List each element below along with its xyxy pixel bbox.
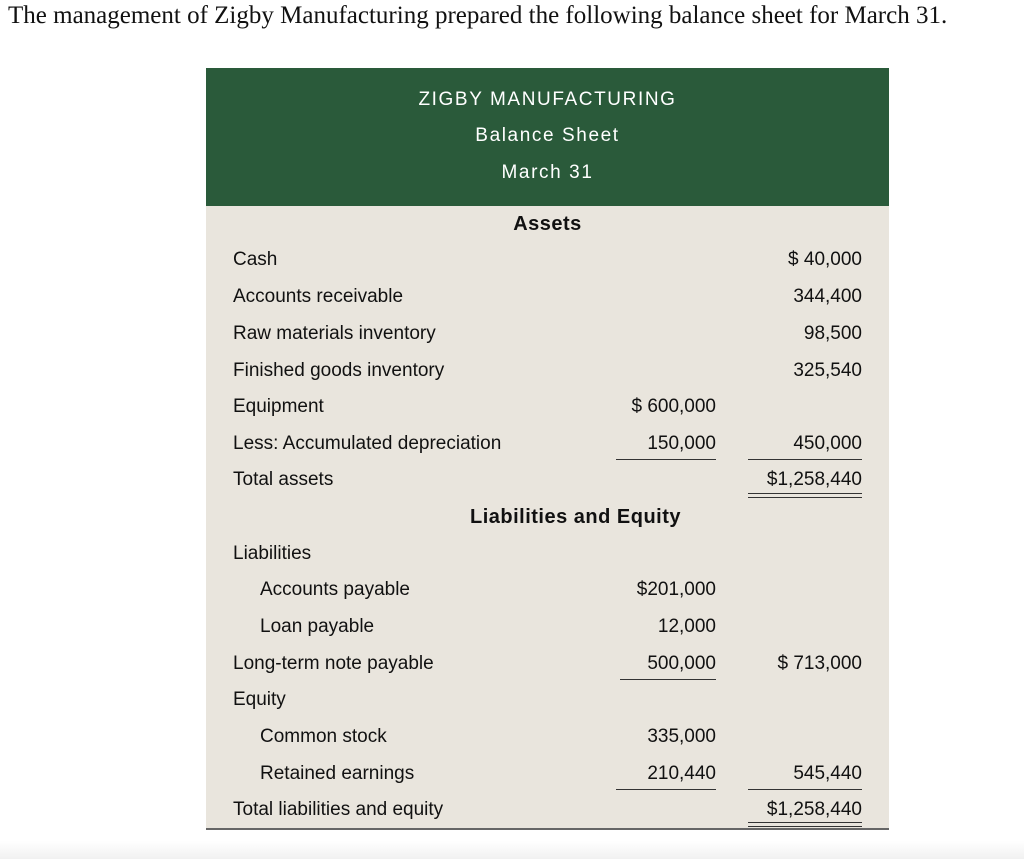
accum-depr-label: Less: Accumulated depreciation xyxy=(233,433,502,454)
raw-materials-value: 98,500 xyxy=(803,323,862,344)
loan-payable-label: Loan payable xyxy=(260,616,375,637)
total-le-label: Total liabilities and equity xyxy=(233,799,444,820)
double-underline xyxy=(748,822,862,827)
lt-note-label: Long-term note payable xyxy=(233,653,434,674)
equipment-value: $ 600,000 xyxy=(631,396,716,417)
common-stock-value: 335,000 xyxy=(647,726,716,747)
company-name: ZIGBY MANUFACTURING xyxy=(418,89,677,110)
equity-label: Equity xyxy=(233,689,286,710)
statement-title: Balance Sheet xyxy=(475,125,620,146)
subtotal-rule xyxy=(748,459,862,460)
assets-heading: Assets xyxy=(513,213,582,235)
total-liabilities-value: $ 713,000 xyxy=(777,653,862,674)
loan-payable-value: 12,000 xyxy=(657,616,716,637)
page-bottom-shadow xyxy=(0,841,1024,859)
total-equity-value: 545,440 xyxy=(793,763,862,784)
ar-value: 344,400 xyxy=(793,286,862,307)
double-underline xyxy=(748,493,862,498)
statement-date: March 31 xyxy=(501,162,594,183)
accum-depr-value: 150,000 xyxy=(647,433,716,454)
cash-value: $ 40,000 xyxy=(788,249,862,270)
sheet-bottom-border xyxy=(206,828,889,830)
common-stock-label: Common stock xyxy=(260,726,387,747)
accounts-payable-value: $201,000 xyxy=(636,579,716,600)
raw-materials-label: Raw materials inventory xyxy=(233,323,436,344)
accounts-payable-label: Accounts payable xyxy=(260,579,410,600)
ar-label: Accounts receivable xyxy=(233,286,404,307)
total-le-value: $1,258,440 xyxy=(766,799,862,820)
total-assets-value: $1,258,440 xyxy=(766,469,862,490)
subtotal-rule xyxy=(620,679,716,680)
subtotal-rule xyxy=(748,789,862,790)
subtotal-rule xyxy=(616,459,716,460)
subtotal-rule xyxy=(616,789,716,790)
liabilities-equity-heading: Liabilities and Equity xyxy=(469,506,682,528)
finished-goods-value: 325,540 xyxy=(793,360,862,381)
liabilities-label: Liabilities xyxy=(233,543,312,564)
sheet-header xyxy=(206,68,889,206)
retained-earnings-value: 210,440 xyxy=(647,763,716,784)
net-equipment-value: 450,000 xyxy=(793,433,862,454)
total-assets-label: Total assets xyxy=(233,469,334,490)
cash-label: Cash xyxy=(233,249,278,270)
retained-earnings-label: Retained earnings xyxy=(260,763,415,784)
lt-note-value: 500,000 xyxy=(647,653,716,674)
finished-goods-label: Finished goods inventory xyxy=(233,360,445,381)
balance-sheet xyxy=(206,68,889,829)
intro-text: The management of Zigby Manufacturing prepared the following balance sheet for March 31. xyxy=(8,2,948,29)
equipment-label: Equipment xyxy=(233,396,324,417)
